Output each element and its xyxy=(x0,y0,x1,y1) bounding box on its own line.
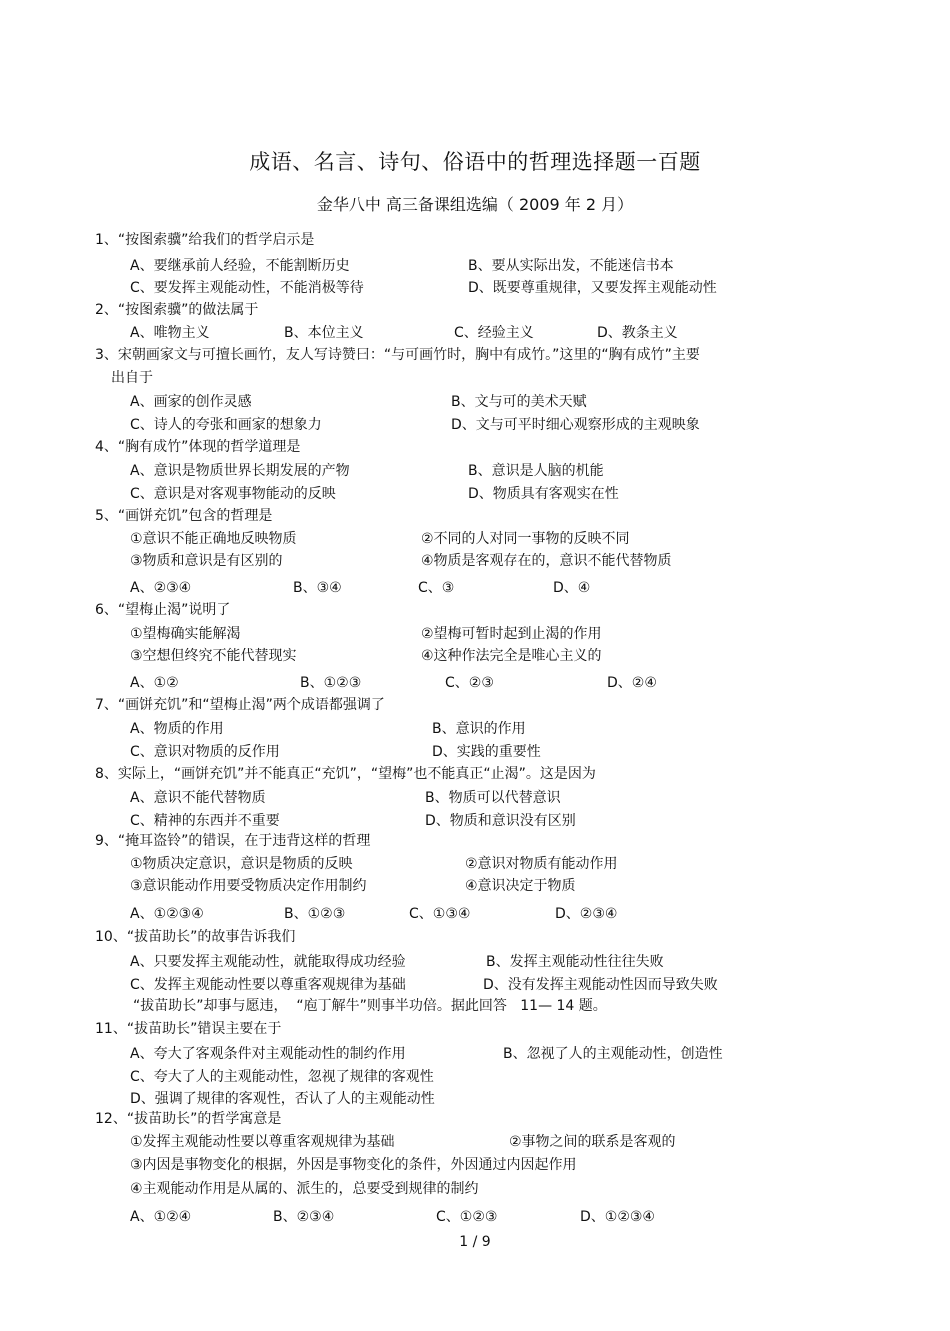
option: C、夸大了人的主观能动性，忽视了规律的客观性 xyxy=(130,1069,434,1085)
statement-item: ③意识能动作用要受物质决定作用制约 xyxy=(130,878,367,894)
question-stem: 6、“望梅止渴”说明了 xyxy=(95,602,231,618)
option: D、②③④ xyxy=(555,906,618,922)
page-number: 1 / 9 xyxy=(459,1234,491,1250)
statement-item: ④这种作法完全是唯心主义的 xyxy=(421,648,602,664)
question-stem: 12、“拔苗助长”的哲学寓意是 xyxy=(95,1111,282,1127)
question-stem: 3、宋朝画家文与可擅长画竹，友人写诗赞曰：“与可画竹时，胸中有成竹。”这里的“胸有成竹”主要 xyxy=(95,347,700,363)
option: B、物质可以代替意识 xyxy=(425,790,561,806)
option: D、教条主义 xyxy=(597,325,678,341)
option: C、诗人的夸张和画家的想象力 xyxy=(130,417,322,433)
option: C、①③④ xyxy=(409,906,471,922)
option: D、没有发挥主观能动性因而导致失败 xyxy=(483,977,718,993)
option: B、本位主义 xyxy=(284,325,364,341)
option: D、①②③④ xyxy=(580,1209,655,1225)
option: C、意识对物质的反作用 xyxy=(130,744,280,760)
option: A、①②③④ xyxy=(130,906,204,922)
option: D、实践的重要性 xyxy=(432,744,541,760)
option: C、要发挥主观能动性，不能消极等待 xyxy=(130,280,364,296)
option: C、意识是对客观事物能动的反映 xyxy=(130,486,336,502)
option: D、④ xyxy=(553,580,591,596)
option: C、①②③ xyxy=(436,1209,498,1225)
statement-item: ①物质决定意识，意识是物质的反映 xyxy=(130,856,353,872)
question-stem: 7、“画饼充饥”和“望梅止渴”两个成语都强调了 xyxy=(95,697,385,713)
option: A、唯物主义 xyxy=(130,325,210,341)
option: A、①②④ xyxy=(130,1209,192,1225)
option: B、意识是人脑的机能 xyxy=(468,463,604,479)
reading-note: “拔苗助长”却事与愿违， “庖丁解牛”则事半功倍。据此回答 11— 14 题。 xyxy=(133,998,607,1014)
question-stem: 1、“按图索骥”给我们的哲学启示是 xyxy=(95,232,315,248)
option: A、只要发挥主观能动性，就能取得成功经验 xyxy=(130,954,406,970)
option: A、要继承前人经验，不能割断历史 xyxy=(130,258,350,274)
option: C、③ xyxy=(418,580,455,596)
option: B、①②③ xyxy=(284,906,346,922)
statement-item: ②不同的人对同一事物的反映不同 xyxy=(421,531,630,547)
option: B、忽视了人的主观能动性，创造性 xyxy=(503,1046,723,1062)
option: A、物质的作用 xyxy=(130,721,224,737)
statement-item: ②事物之间的联系是客观的 xyxy=(509,1134,676,1150)
statement-item: ①望梅确实能解渴 xyxy=(130,626,241,642)
document-subtitle: 金华八中 高三备课组选编（ 2009 年 2 月） xyxy=(316,195,634,214)
option: B、②③④ xyxy=(273,1209,335,1225)
option: B、要从实际出发，不能迷信书本 xyxy=(468,258,674,274)
statement-item: ④主观能动作用是从属的、派生的，总要受到规律的制约 xyxy=(130,1181,479,1197)
option: A、意识是物质世界长期发展的产物 xyxy=(130,463,350,479)
option: A、②③④ xyxy=(130,580,192,596)
question-stem: 11、“拔苗助长”错误主要在于 xyxy=(95,1021,282,1037)
option: C、②③ xyxy=(445,675,494,691)
statement-item: ③空想但终究不能代替现实 xyxy=(130,648,297,664)
statement-item: ①发挥主观能动性要以尊重客观规律为基础 xyxy=(130,1134,395,1150)
statement-item: ②望梅可暂时起到止渴的作用 xyxy=(421,626,602,642)
statement-item: ①意识不能正确地反映物质 xyxy=(130,531,297,547)
question-stem: 5、“画饼充饥”包含的哲理是 xyxy=(95,508,273,524)
option: B、③④ xyxy=(293,580,342,596)
option: A、①② xyxy=(130,675,179,691)
option: B、①②③ xyxy=(300,675,362,691)
question-stem-continued: 出自于 xyxy=(111,370,153,386)
statement-item: ②意识对物质有能动作用 xyxy=(465,856,618,872)
option: C、精神的东西并不重要 xyxy=(130,813,280,829)
option: B、意识的作用 xyxy=(432,721,526,737)
question-stem: 10、“拔苗助长”的故事告诉我们 xyxy=(95,929,296,945)
statement-item: ③物质和意识是有区别的 xyxy=(130,553,283,569)
option: A、意识不能代替物质 xyxy=(130,790,266,806)
option: A、画家的创作灵感 xyxy=(130,394,252,410)
option: D、物质具有客观实在性 xyxy=(468,486,619,502)
option: C、发挥主观能动性要以尊重客观规律为基础 xyxy=(130,977,406,993)
document-title: 成语、名言、诗句、俗语中的哲理选择题一百题 xyxy=(249,150,701,174)
question-stem: 9、“掩耳盗铃”的错误，在于违背这样的哲理 xyxy=(95,833,371,849)
statement-item: ③内因是事物变化的根据，外因是事物变化的条件，外因通过内因起作用 xyxy=(130,1157,577,1173)
question-stem: 8、实际上，“画饼充饥”并不能真正“充饥”，“望梅”也不能真正“止渴”。这是因为 xyxy=(95,766,596,782)
option: D、强调了规律的客观性，否认了人的主观能动性 xyxy=(130,1091,435,1107)
option: B、发挥主观能动性往往失败 xyxy=(486,954,664,970)
option: D、②④ xyxy=(607,675,657,691)
question-stem: 2、“按图索骥”的做法属于 xyxy=(95,302,259,318)
statement-item: ④意识决定于物质 xyxy=(465,878,576,894)
option: A、夸大了客观条件对主观能动性的制约作用 xyxy=(130,1046,406,1062)
option: C、经验主义 xyxy=(454,325,534,341)
statement-item: ④物质是客观存在的，意识不能代替物质 xyxy=(421,553,672,569)
question-stem: 4、“胸有成竹”体现的哲学道理是 xyxy=(95,439,301,455)
option: D、既要尊重规律，又要发挥主观能动性 xyxy=(468,280,717,296)
option: B、文与可的美术天赋 xyxy=(451,394,587,410)
option: D、物质和意识没有区别 xyxy=(425,813,576,829)
option: D、文与可平时细心观察形成的主观映象 xyxy=(451,417,700,433)
